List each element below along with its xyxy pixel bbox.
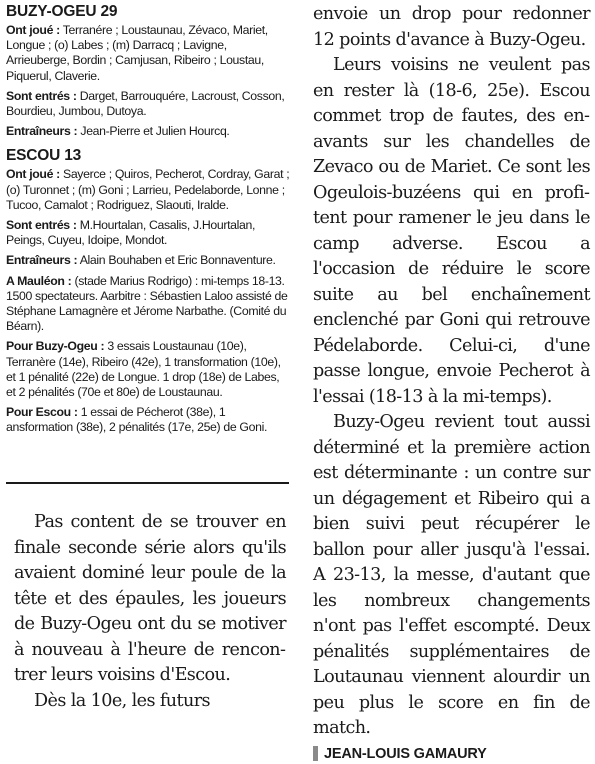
- scorers-buzy-label: Pour Buzy-Ogeu :: [6, 339, 105, 354]
- article-paragraph: envoie un drop pour redonner 12 points d'avance à Buzy-Ogeu.: [313, 4, 590, 50]
- match-info-text: (stade Marius Rodrigo) : mi-temps 18-13. 1500 spectateurs. Aarbitre : Sébastien Laloo assisté de Stéphane Lamagnère et Jérome Narbathe. (Comité du Béarn).: [6, 273, 288, 334]
- coaches-label: Entraîneurs :: [6, 253, 78, 268]
- article-paragraph: Leurs voisins ne veulent pas en rester là (18-6, 25e). Escou commet trop de fautes, des enavants sur les chandelles de Zevaco ou de Mariet. Ce sont les Ogeulois-buzéens qui en profitent pour ramener le jeu dans le camp adverse. Escou a l'occasion de réduire le score suite au bel enchaînement enclenché par Goni qui retrouve Pédelaborde. Celui-ci, d'une passe longue, envoie Pecherot à l'essai (18-13 à la mi-temps).: [313, 55, 590, 407]
- lineup-label: Ont joué :: [6, 167, 60, 182]
- buzy-lineup: [6, 23, 290, 84]
- substitutes-label: Sont entrés :: [6, 88, 77, 103]
- box-divider: [6, 482, 289, 484]
- scorers-escou-label: Pour Escou :: [6, 405, 78, 420]
- buzy-coaches: [6, 124, 290, 139]
- article-column-right: [313, 2, 590, 764]
- byline-bar-icon: [313, 746, 318, 761]
- scorers-escou-text: 1 essai de Pécherot (38e), 1 ansformation (38e), 2 pénalités (17e, 25e) de Goni.: [6, 405, 268, 435]
- escou-lineup: [6, 167, 290, 213]
- match-summary-box: [6, 2, 290, 441]
- scorers-buzy: [6, 339, 290, 400]
- article-paragraph: Pas content de se trouver en finale seconde série alors qu'ils avaient dominé leur poule de la tête et des épaules, les joueurs de Buzy-Ogeu ont du se motiver à nouveau à l'heure de rencontrer leurs voisins d'Escou.: [14, 512, 286, 685]
- substitutes-text: M.Hourtalan, Casalis, J.Hourtalan, Peings, Cuyeu, Idoipe, Mondot.: [6, 218, 256, 248]
- escou-coaches: [6, 253, 290, 268]
- match-info-label: A Mauléon :: [6, 273, 72, 288]
- escou-substitutes: [6, 218, 290, 248]
- coaches-text: Alain Bouhaben et Eric Bonnaventure.: [79, 253, 276, 268]
- author-byline: [313, 744, 590, 764]
- coaches-label: Entraîneurs :: [6, 124, 78, 139]
- article-column-left: [14, 510, 286, 714]
- article-paragraph: Buzy-Ogeu revient tout aussi déterminé et la première action est déterminante : un contre sur un dégagement et Ribeiro qui a bien suivi peut récupérer le ballon pour aller jusqu'à l'essai. A 23-13, la messe, d'autant que les nombreux changements n'ont pas l'effet escompté. Deux pénalités supplémentaires de Loutaunau viennent alourdir un peu plus le score en fin de match.: [313, 412, 590, 738]
- substitutes-text: Darget, Barrouquére, Lacroust, Cosson, Bourdieu, Jumbou, Dutoya.: [6, 88, 285, 119]
- substitutes-label: Sont entrés :: [6, 218, 77, 233]
- scorers-escou: [6, 405, 290, 435]
- lineup-label: Ont joué :: [6, 23, 60, 37]
- team-title-escou: ESCOU 13: [6, 147, 82, 165]
- lineup-text: Terranére ; Loustaunau, Zévaco, Mariet, Longue ; (o) Labes ; (m) Darracq ; Lavigne, Arrieuberge, Bordin ; Camjusan, Ribeiro ; Loustau, Piquerul, Claverie.: [6, 23, 268, 83]
- buzy-substitutes: [6, 89, 290, 119]
- scorers-buzy-text: 3 essais Loustaunau (10e), Terranère (14e), Ribeiro (42e), 1 transformation (10e), et 1 pénalité (22e) de Longue. 1 drop (18e) de Labes, et 2 pénalités (70e et 80e) de Loustaunau.: [6, 339, 281, 400]
- coaches-text: Jean-Pierre et Julien Hourcq.: [80, 124, 230, 139]
- lineup-text: Sayerce ; Quiros, Pecherot, Cordray, Garat ; (o) Turonnet ; (m) Goni ; Larrieu, Pedelaborde, Lonne ; Tucoo, Camalot ; Rodriguez, Slaouti, Iralde.: [6, 167, 290, 212]
- article-paragraph: Dès la 10e, les futurs: [34, 690, 210, 711]
- match-info: [6, 274, 290, 335]
- team-title-buzy-ogeu: BUZY-OGEU 29: [6, 3, 118, 20]
- author-name: JEAN-LOUIS GAMAURY: [324, 745, 487, 762]
